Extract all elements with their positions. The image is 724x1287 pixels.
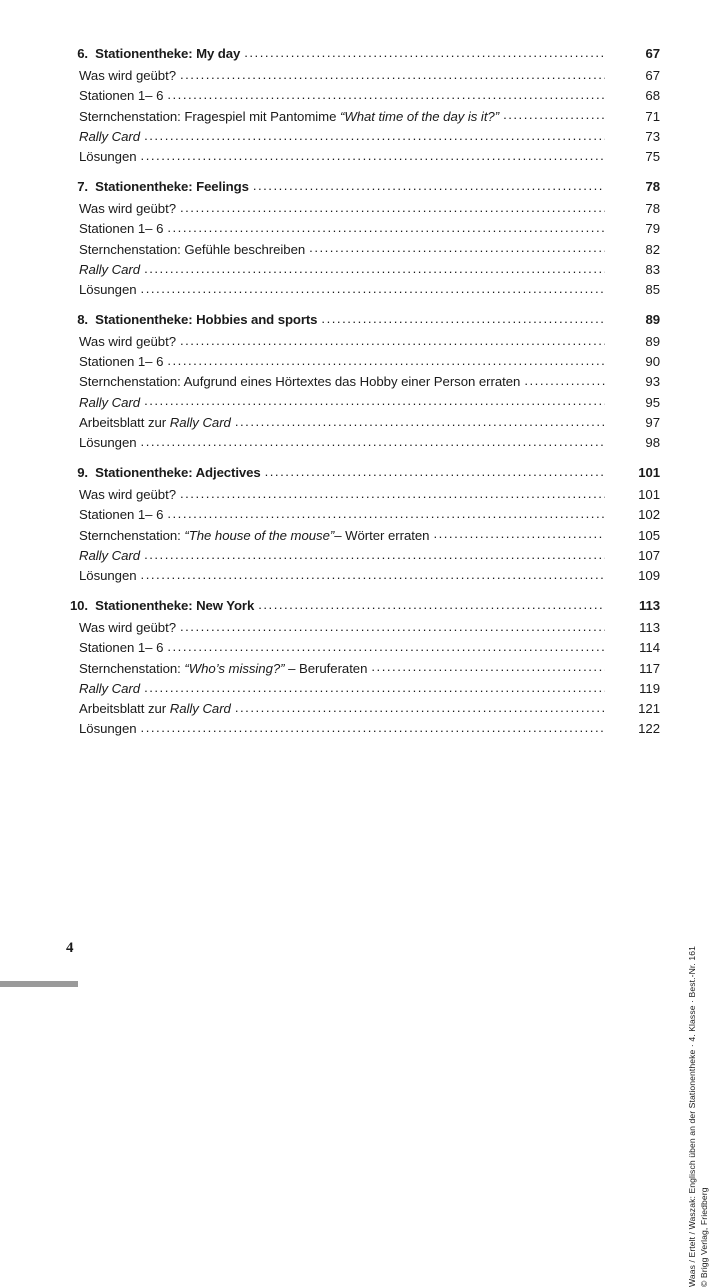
toc-section (0, 178, 660, 301)
toc-entry-label (79, 415, 231, 430)
toc-entry[interactable] (0, 281, 660, 301)
leader-dots (433, 526, 605, 539)
table-of-contents (0, 45, 660, 750)
leader-dots (180, 619, 605, 632)
entry-text-italic: Rally Card (169, 700, 231, 716)
toc-entry-label: Was wird geübt? (79, 334, 176, 350)
section-number: 9. (77, 465, 88, 481)
toc-entry-label: Lösungen (79, 281, 137, 297)
toc-entry[interactable] (0, 87, 660, 107)
toc-entry-page-number: 75 (645, 148, 660, 164)
leader-dots (167, 87, 605, 100)
entry-text-plain: Sternchenstation: Fragespiel mit Pantomime (79, 108, 340, 124)
toc-entry-page-number: 83 (645, 261, 660, 277)
publisher-credit-vertical (686, 946, 710, 1287)
toc-entry[interactable] (0, 639, 660, 659)
toc-entry-label (79, 548, 140, 563)
toc-entry[interactable] (0, 261, 660, 281)
toc-entry-label: Was wird geübt? (79, 487, 176, 503)
toc-entry-label (79, 701, 231, 716)
toc-entry-label: Was wird geübt? (79, 68, 176, 84)
toc-entry-page-number: 90 (645, 354, 660, 370)
toc-entry-label: Stationen 1– 6 (79, 88, 164, 104)
toc-entry-label (79, 262, 140, 277)
leader-dots (244, 45, 605, 58)
toc-section (0, 597, 660, 740)
toc-entry[interactable] (0, 526, 660, 546)
toc-section-heading[interactable] (0, 597, 660, 619)
toc-entry-label: Stationen 1– 6 (79, 354, 164, 370)
toc-entry-label (79, 129, 140, 144)
entry-text-italic: “What time of the day is it?” (340, 108, 500, 124)
toc-entry[interactable] (0, 353, 660, 373)
entry-text-plain: Sternchenstation: (79, 527, 185, 543)
entry-text-plain: Arbeitsblatt zur (79, 414, 170, 430)
leader-dots (144, 547, 605, 560)
toc-entry-label: Sternchenstation: Aufgrund eines Hörtextes das Hobby einer Person erraten (79, 374, 521, 390)
leader-dots (321, 311, 605, 324)
toc-entry-label: Stationen 1– 6 (79, 640, 164, 656)
toc-entry-page-number: 107 (638, 547, 660, 563)
toc-entry-page-number: 114 (639, 640, 660, 656)
leader-dots (167, 506, 605, 519)
leader-dots (141, 567, 605, 580)
toc-entry-page-number: 105 (638, 527, 660, 543)
section-title: Stationentheke: New York (88, 598, 255, 614)
toc-entry[interactable] (0, 107, 660, 127)
section-title: Stationentheke: Adjectives (88, 465, 261, 481)
section-page-number: 78 (645, 179, 660, 195)
entry-text-plain: – Beruferaten (284, 660, 368, 676)
leader-dots (144, 128, 605, 141)
toc-entry[interactable] (0, 393, 660, 413)
toc-entry-page-number: 78 (645, 201, 660, 217)
toc-entry-page-number: 119 (639, 680, 660, 696)
toc-section (0, 45, 660, 168)
toc-entry[interactable] (0, 506, 660, 526)
section-page-number: 113 (639, 598, 660, 614)
toc-entry-label (79, 109, 499, 124)
toc-entry[interactable] (0, 240, 660, 260)
toc-entry[interactable] (0, 659, 660, 679)
leader-dots (167, 353, 605, 366)
leader-dots (141, 720, 605, 733)
toc-entry-page-number: 109 (638, 567, 660, 583)
entry-text-plain: – Wörter erraten (334, 527, 430, 543)
toc-section-heading[interactable] (0, 45, 660, 67)
toc-entry[interactable] (0, 720, 660, 740)
toc-entry-label: Stationen 1– 6 (79, 221, 164, 237)
toc-entry-page-number: 98 (645, 435, 660, 450)
leader-dots (141, 281, 605, 294)
leader-dots (141, 148, 605, 161)
toc-entry[interactable] (0, 333, 660, 353)
leader-dots (235, 700, 605, 713)
toc-entry[interactable] (0, 148, 660, 168)
leader-dots (235, 414, 605, 427)
toc-entry-page-number: 121 (638, 700, 660, 716)
leader-dots (180, 486, 605, 499)
toc-entry[interactable] (0, 486, 660, 506)
footer-rule (0, 981, 78, 987)
leader-dots (144, 261, 605, 274)
toc-entry-label: Stationen 1– 6 (79, 507, 164, 523)
toc-entry-label (79, 395, 140, 410)
section-number: 7. (77, 179, 88, 195)
toc-entry-page-number: 102 (638, 507, 660, 523)
credit-line-2: © Brigg Verlag, Friedberg (699, 1187, 709, 1287)
section-page-number: 67 (645, 46, 660, 62)
toc-entry-page-number: 89 (645, 334, 660, 350)
entry-text-italic: Rally Card (79, 547, 141, 563)
entry-text-italic: Rally Card (79, 680, 141, 696)
entry-text-italic: Rally Card (79, 261, 141, 277)
leader-dots (503, 107, 605, 120)
leader-dots (180, 67, 605, 80)
toc-entry-page-number: 67 (645, 68, 660, 84)
toc-entry-page-number: 85 (645, 281, 660, 297)
toc-entry[interactable] (0, 700, 660, 720)
toc-entry-page-number: 73 (645, 128, 660, 144)
leader-dots (167, 220, 605, 233)
toc-entry[interactable] (0, 567, 660, 587)
toc-entry[interactable] (0, 220, 660, 240)
toc-section (0, 464, 660, 587)
leader-dots (144, 393, 605, 406)
leader-dots (253, 178, 605, 191)
entry-text-plain: Arbeitsblatt zur (79, 700, 170, 716)
toc-entry-label: Lösungen (79, 435, 137, 450)
leader-dots (141, 434, 605, 447)
toc-entry-page-number: 79 (645, 221, 660, 237)
leader-dots (265, 464, 605, 477)
toc-entry[interactable] (0, 619, 660, 639)
section-title: Stationentheke: Hobbies and sports (88, 312, 318, 328)
toc-entry-label: Was wird geübt? (79, 201, 176, 217)
toc-entry[interactable] (0, 547, 660, 567)
toc-entry[interactable] (0, 434, 660, 454)
leader-dots (167, 639, 605, 652)
toc-entry-label: Lösungen (79, 567, 137, 583)
toc-entry[interactable] (0, 67, 660, 87)
toc-entry-page-number: 101 (638, 487, 660, 503)
toc-entry-label: Lösungen (79, 721, 137, 737)
leader-dots (524, 373, 605, 386)
entry-text-italic: Rally Card (79, 128, 141, 144)
leader-dots (258, 597, 605, 610)
toc-section (0, 311, 660, 454)
section-number: 6. (77, 46, 88, 62)
leader-dots (371, 659, 605, 672)
section-number: 8. (77, 312, 88, 328)
leader-dots (180, 200, 605, 213)
toc-entry[interactable] (0, 414, 660, 434)
credit-line-1: Waas / Ertelt / Waszak: Englisch üben an der Stationentheke · 4. Klasse · Best.-Nr. 161 (687, 946, 697, 1287)
toc-entry-label: Sternchenstation: Gefühle beschreiben (79, 241, 306, 257)
entry-text-italic: Rally Card (169, 414, 231, 430)
page-number: 4 (66, 940, 74, 956)
section-page-number: 89 (645, 312, 660, 328)
section-page-number: 101 (638, 465, 660, 481)
toc-entry-page-number: 122 (638, 721, 660, 737)
toc-entry-page-number: 71 (645, 108, 660, 124)
toc-entry-page-number: 93 (645, 374, 660, 390)
toc-entry-page-number: 68 (645, 88, 660, 104)
entry-text-italic: Rally Card (79, 394, 141, 410)
toc-entry-label (79, 661, 367, 676)
toc-entry[interactable] (0, 200, 660, 220)
toc-entry[interactable] (0, 680, 660, 700)
toc-section-heading[interactable] (0, 178, 660, 200)
leader-dots (180, 333, 605, 346)
toc-entry-page-number: 82 (645, 241, 660, 257)
toc-entry-label: Was wird geübt? (79, 620, 176, 636)
toc-entry-label (79, 681, 140, 696)
toc-section-heading[interactable] (0, 311, 660, 333)
toc-entry-page-number: 97 (645, 414, 660, 430)
toc-entry-label (79, 528, 429, 543)
section-number: 10. (69, 598, 88, 614)
entry-text-plain: Sternchenstation: (79, 660, 185, 676)
toc-entry-page-number: 95 (645, 394, 660, 410)
leader-dots (309, 240, 605, 253)
toc-entry-label: Lösungen (79, 148, 137, 164)
toc-section-heading[interactable] (0, 464, 660, 486)
toc-entry[interactable] (0, 128, 660, 148)
toc-entry-page-number: 113 (639, 620, 660, 636)
leader-dots (144, 680, 605, 693)
section-title: Stationentheke: My day (88, 46, 241, 62)
entry-text-italic: “The house of the mouse” (184, 527, 335, 543)
entry-text-italic: “Who’s missing?” (184, 660, 285, 676)
toc-entry[interactable] (0, 373, 660, 393)
section-title: Stationentheke: Feelings (88, 179, 249, 195)
toc-entry-page-number: 117 (639, 660, 660, 676)
